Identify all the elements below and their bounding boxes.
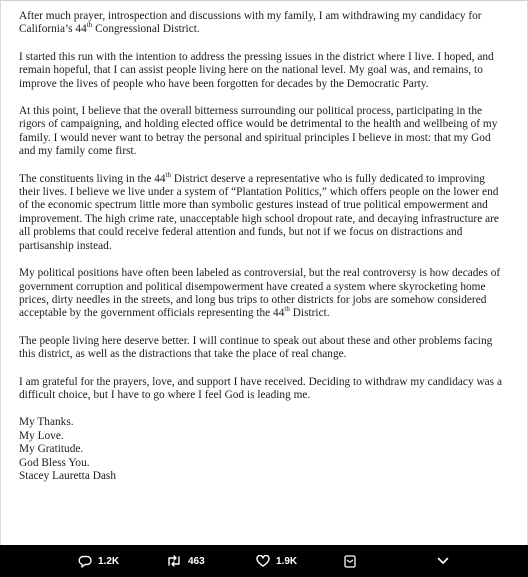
paragraph-6: The people living here deserve better. I will continue to speak out about these and other problems facing this district, as well as the distractions that take the place of real change. [19,334,493,361]
tweet-action-bar [0,545,528,577]
more-options-button[interactable] [437,545,449,577]
paragraph-4: The constituents living in the 44th District deserve a representative who is fully dedicated to improving their lives. I believe we live under a system of “Plantation Politics,” which offers people on the lower end of the economic spectrum little more than symbolic gestures instead of true political empowerment and improvement. The high crime rate, unacceptable high school dropout rate, and decaying infrastructure are all problems that could receive federal attention and funds, but not if we focus on distractions and partisanship instead. [19,170,499,252]
retweet-icon [166,555,182,567]
paragraph-2: I started this run with the intention to address the pressing issues in the district where I live. I hoped, and remain hopeful, that I can assist people living here on the national level. My goal was, and remains, to improve the lives of people who have been forgotten for decades by the Democratic Party. [19,50,494,90]
signature: Stacey Lauretta Dash [19,469,117,482]
chevron-down-icon [437,557,449,565]
heart-icon [256,555,270,567]
paragraph-5: My political positions have often been labeled as controversial, but the real controversy is how decades of government corruption and political disempowerment have created a system where skyrocketing home prices, dirty needles in the streets, and long bus trips to other districts for jobs are somehow considered acceptable by the government officials representing the 44th District. [19,267,501,320]
withdrawal-statement [19,10,503,483]
reply-icon [78,555,92,568]
retweet-count: 463 [188,555,205,567]
direct-message-button[interactable] [344,545,356,577]
closing-lines [19,416,503,470]
paragraph-3: At this point, I believe that the overall bitterness surrounding our political process, participating in the rigors of campaigning, and holding elected office would be detrimental to the health and wellbeing of my family. I would never want to betray the personal and spiritual principles I believe in most: that my God and my family come first. [19,105,498,158]
closing-line: My Gratitude. [19,443,84,456]
closing-line: My Thanks. [19,416,74,429]
retweet-button[interactable] [166,545,205,577]
paragraph-1: After much prayer, introspection and discussions with my family, I am withdrawing my candidacy for California’s 44th Congressional District. [19,10,482,36]
like-count: 1.9K [276,555,298,567]
like-button[interactable] [256,545,297,577]
reply-count: 1.2K [98,555,120,567]
paragraph-7: I am grateful for the prayers, love, and support I have received. Deciding to withdraw my candidacy was a difficult choice, but I have to go where I feel God is leading me. [19,375,502,401]
closing-line: My Love. [19,429,64,442]
closing-line: God Bless You. [19,456,90,469]
reply-button[interactable] [78,545,119,577]
envelope-icon [344,555,356,568]
